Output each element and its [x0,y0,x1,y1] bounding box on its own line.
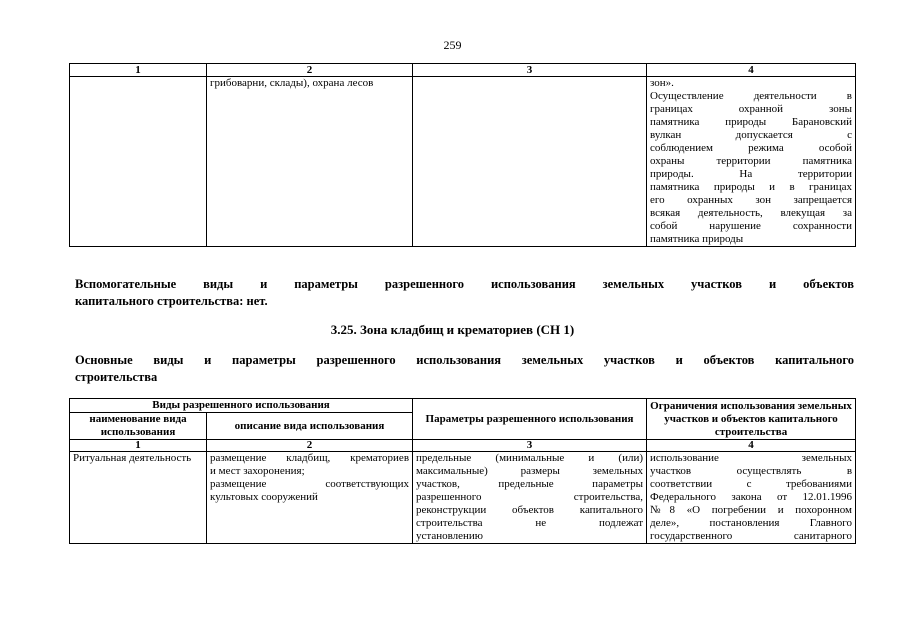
text-line: памятника природы Барановский [650,116,852,128]
text-line: размещение кладбищ, крематориев [210,452,410,464]
table-cell [413,77,647,247]
table-cell [70,77,207,247]
text-line: Основные виды и параметры разрешенного использования земельных участков и объектов капитального [75,353,854,367]
text-line: памятника природы и в границах [650,181,852,193]
text-line: максимальные) размеры земельных [416,465,644,477]
header-uses-group: Виды разрешенного использования [70,399,413,413]
text-line: №8 «О погребении и похоронном [650,504,853,516]
text-line: использование земельных [650,452,853,464]
text-line: Осуществление деятельности в [650,90,852,102]
header-use-description: описание вида использования [207,413,413,440]
table-cell: грибоварни, склады), охрана лесов [207,77,413,247]
auxiliary-uses-heading [75,276,854,310]
text-line: капитального строительства: нет. [75,294,268,308]
text-line: участков осуществлять в [650,465,853,477]
column-number: 3 [413,64,647,77]
text-line: охраны территории памятника [650,155,852,167]
column-number: 4 [647,440,856,452]
text-line: соответствии с требованиями [650,478,853,490]
text-line: размещение соответствующих [210,478,410,490]
text-line: зон». [650,77,674,89]
section-title: 3.25. Зона кладбищ и крематориев (СН 1) [330,322,575,337]
column-number: 1 [70,64,207,77]
text-line: строительства [75,370,158,384]
text-line: строительства не подлежат [416,517,644,529]
continuation-table [69,63,856,247]
table-cell-restrictions [647,77,856,247]
limits-cell [647,452,856,544]
page-number: 259 [443,38,462,52]
text-line: Федерального закона от 12.01.1996 [650,491,853,503]
use-description-cell [207,452,413,544]
table-row [70,452,856,544]
text-line: разрешенного строительства, [416,491,644,503]
main-uses-heading [75,352,854,386]
text-line: всякая деятельность, влекущая за [650,207,852,219]
header-use-name: наименование вида использования [70,413,207,440]
text-line: и мест захоронения; [210,465,305,477]
text-line: предельные (минимальные и (или) [416,452,644,464]
text-line: реконструкции объектов капитального [416,504,644,516]
column-number: 3 [413,440,647,452]
text-line: границах охранной зоны [650,103,852,115]
text-line: его охранных зон запрещается [650,194,852,206]
text-line: участков, предельные параметры [416,478,644,490]
column-number: 1 [70,440,207,452]
column-number: 2 [207,440,413,452]
text-line: вулкан допускается с [650,129,852,141]
text-line: культовых сооружений [210,491,318,503]
header-params: Параметры разрешенного использования [413,399,647,440]
table-row [70,77,856,247]
params-cell [413,452,647,544]
column-number-row [70,64,856,77]
column-number: 2 [207,64,413,77]
text-line: Вспомогательные виды и параметры разрешенного использования земельных участков и объектов [75,277,854,291]
column-number: 4 [647,64,856,77]
permitted-uses-table [69,398,856,544]
column-number-row [70,440,856,452]
text-line: природы. На территории [650,168,852,180]
use-name-cell: Ритуальная деятельность [70,452,207,544]
text-line: памятника природы [650,233,744,245]
text-line: установлению [416,530,484,542]
text-line: деле», постановления Главного [650,517,853,529]
text-line: собой нарушение сохранности [650,220,852,232]
text-line: государственного санитарного [650,530,853,542]
header-row [70,399,856,413]
text-line: соблюдением режима особой [650,142,852,154]
header-limits: Ограничения использования земельных участков и объектов капитального строительства [647,399,856,440]
